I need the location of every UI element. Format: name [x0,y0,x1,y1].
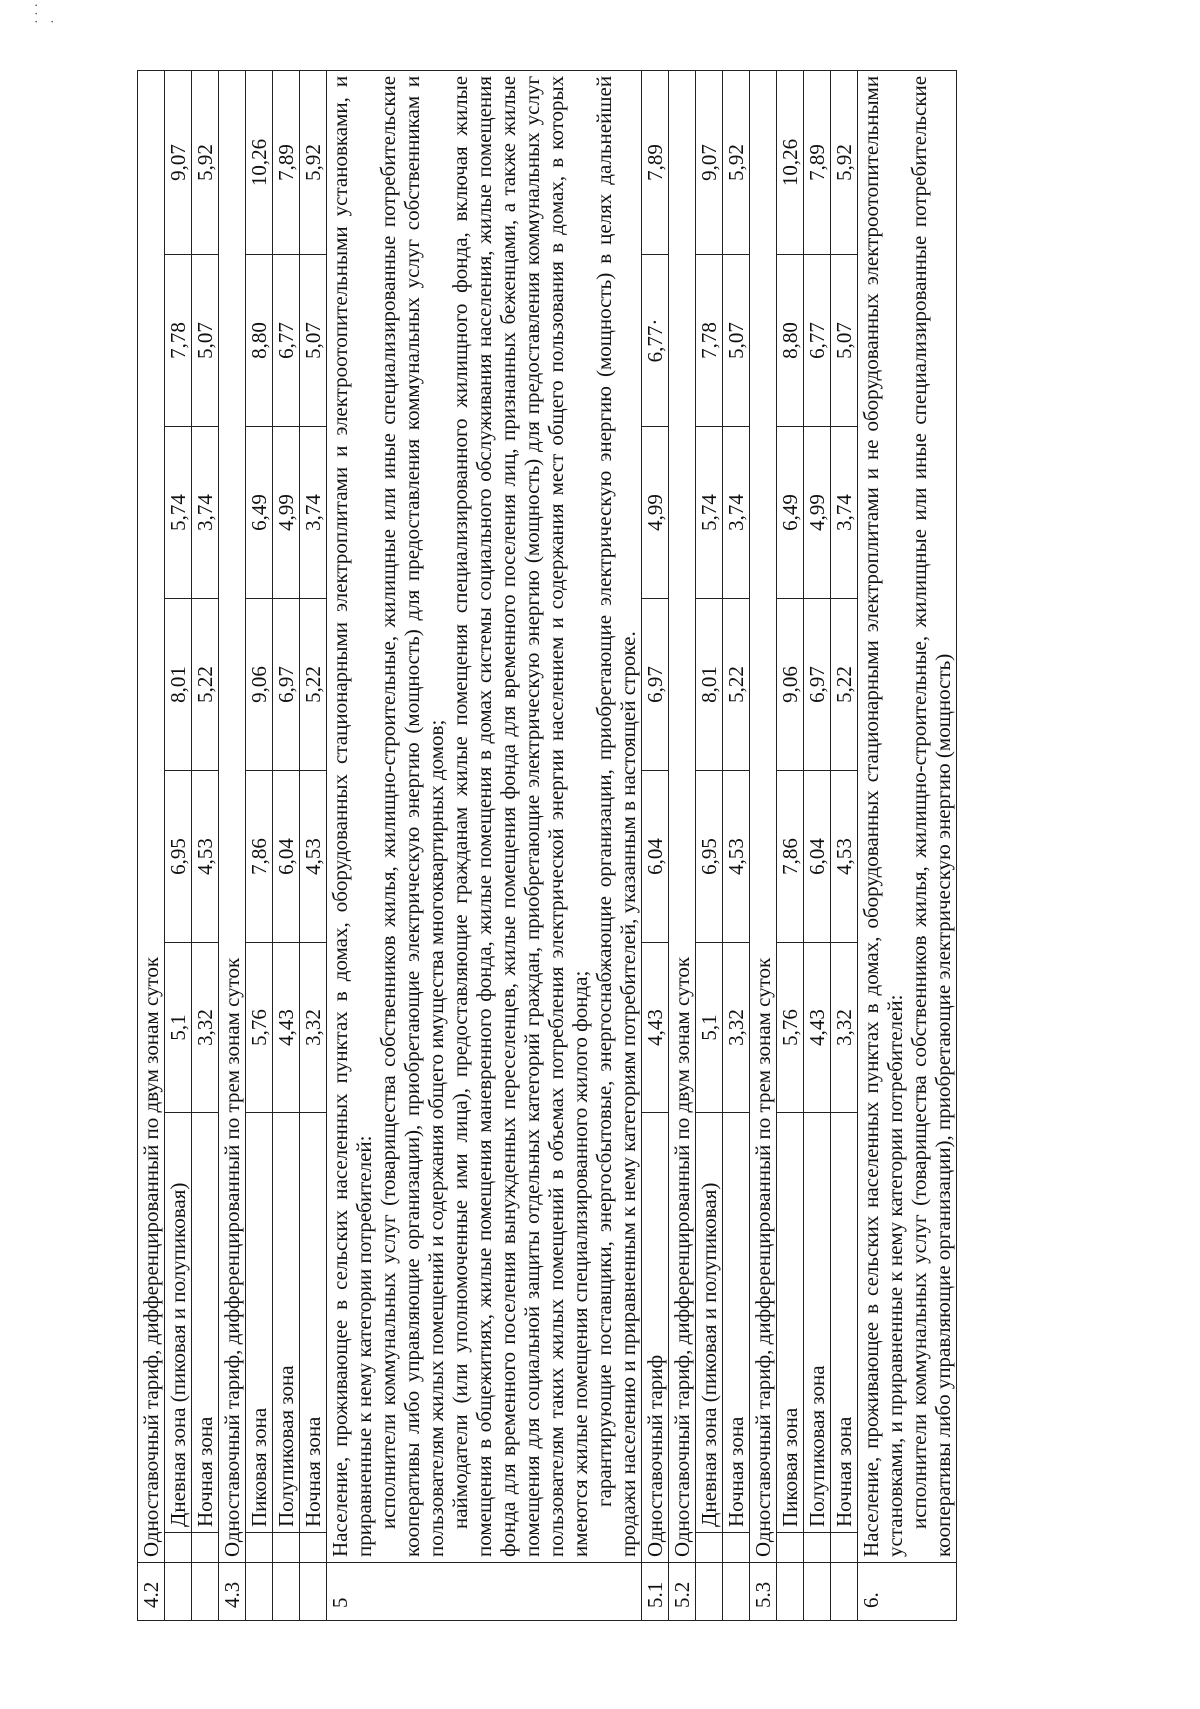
table-row [138,70,165,1620]
tariff-value: 5,74 [696,427,723,599]
tariff-value: 4,99 [273,427,300,599]
corner-mark: · · · · [30,3,61,24]
tariff-value: 8,80 [246,255,273,427]
table-row [327,70,642,1620]
tariff-value: 4,43 [273,943,300,1113]
description-paragraph: наймодатели (или уполномоченные ими лица), предоставляющие гражданам жилые помещения специализированного жилищного фонда, включая жилые помещения в общежитиях, жилые помещения маневренного фонда, жилые помещения в домах системы социального обслуживания населения, жилые помещения фонда для временного поселения вынужденных переселенцев, жилые помещения фонда для временного поселения лиц, признанных беженцами, а также жилые помещения для социальной защиты отдельных категорий граждан, приобретающие электрическую энергию (мощность) для предоставления коммунальных услуг пользователям таких жилых помещений в объемах потребления электрической энергии населением и содержания мест общего пользования в домах, в которых имеются жилые помещения специализированного жилого фонда; [448,75,592,1557]
row-number: 6. [858,1563,957,1621]
tariff-value: 8,01 [696,599,723,771]
tariff-value: 6,04 [273,771,300,943]
table-row [723,70,750,1620]
tariff-value: 6,97 [273,599,300,771]
row-number [696,1563,723,1621]
tariff-value: 7,86 [777,771,804,943]
row-label: Ночная зона [831,1113,858,1533]
tariff-value: 8,01 [165,599,192,771]
tariff-value: 9,06 [777,599,804,771]
tariff-value: 5,07 [192,255,219,427]
table-row [831,70,858,1620]
row-number: 5.1 [642,1563,669,1621]
tariff-table [137,70,957,1621]
description-paragraph: Население, проживающее в сельских населенных пунктах в домах, оборудованных стационарными электроплитами и электроотопительными установками, и приравненные к нему категории потребителей: [328,75,376,1557]
table-row [777,70,804,1620]
table-row [696,70,723,1620]
table-row [669,70,696,1620]
row-number [165,1563,192,1621]
tariff-value: 6,04 [804,771,831,943]
tariff-value: 9,07 [165,70,192,254]
tariff-value: 3,32 [192,943,219,1113]
tariff-value: 5,22 [300,599,327,771]
tariff-value: 6,49 [777,427,804,599]
tariff-value: 9,06 [246,599,273,771]
tariff-value: 5,07 [723,255,750,427]
tariff-value: 5,76 [777,943,804,1113]
tariff-value: 6,04 [642,771,669,943]
table-row [273,70,300,1620]
indent-cell [300,1533,327,1563]
row-number: 5.2 [669,1563,696,1621]
tariff-value: 4,53 [831,771,858,943]
table-row [300,70,327,1620]
tariff-value: 4,99 [642,427,669,599]
tariff-value: 6,49 [246,427,273,599]
section-title: Одноставочный тариф, дифференцированный по трем зонам суток [219,70,246,1562]
row-number [273,1563,300,1621]
tariff-value: 3,32 [831,943,858,1113]
tariff-value: 5,07 [831,255,858,427]
table-row [750,70,777,1620]
tariff-value: 4,43 [804,943,831,1113]
tariff-value: 4,53 [300,771,327,943]
row-number: 5.3 [750,1563,777,1621]
tariff-value: 5,92 [192,70,219,254]
tariff-value: 8,80 [777,255,804,427]
row-label: Пиковая зона [777,1113,804,1533]
tariff-value: 3,74 [723,427,750,599]
tariff-value: 7,89 [273,70,300,254]
row-number: 5 [327,1563,642,1621]
section-description [327,70,642,1562]
section-title: Одноставочный тариф, дифференцированный по двум зонам суток [138,70,165,1562]
tariff-value: 3,74 [831,427,858,599]
row-number [777,1563,804,1621]
description-paragraph: Население, проживающее в сельских населенных пунктах в домах, оборудованных стационарными электроплитами и не оборудованных электроотопительными установками, и приравненные к нему категории потребителей: [859,75,907,1557]
indent-cell [192,1533,219,1563]
tariff-value: 6,77 [804,255,831,427]
tariff-value: 10,26 [777,70,804,254]
description-paragraph: гарантирующие поставщики, энергосбытовые, энергоснабжающие организации, приобретающие электрическую энергию (мощность) в целях дальнейшей продажи населению и приравненным к нему категориям потребителей, указанным в настоящей строке. [592,75,640,1557]
tariff-value: 5,1 [696,943,723,1113]
table-row [192,70,219,1620]
tariff-table-body [138,70,957,1620]
indent-cell [723,1533,750,1563]
tariff-value: 4,53 [723,771,750,943]
table-row [858,70,957,1620]
row-label: Пиковая зона [246,1113,273,1533]
description-paragraph: исполнители коммунальных услуг (товарищества собственников жилья, жилищно-строительные, жилищные или иные специализированные потребительские кооперативы либо управляющие организации), приобретающие электрическую энергию (мощность) для предоставления коммунальных услуг собственникам и пользователям жилых помещений и содержания общего имущества многоквартирных домов; [376,75,448,1557]
tariff-value: 3,74 [300,427,327,599]
description-paragraph: исполнители коммунальных услуг (товарищества собственников жилья, жилищно-строительные, жилищные или иные специализированные потребительские кооперативы либо управляющие организации), приобретающие электрическую энергию (мощность) [907,75,955,1557]
tariff-value: 7,89 [804,70,831,254]
row-label: Ночная зона [192,1113,219,1533]
tariff-value: 5,74 [165,427,192,599]
tariff-value: 4,43 [642,943,669,1113]
tariff-value: 6,95 [696,771,723,943]
row-label: Дневная зона (пиковая и полупиковая) [165,1113,192,1533]
section-title: Одноставочный тариф, дифференцированный по трем зонам суток [750,70,777,1562]
tariff-value: 6,97 [804,599,831,771]
tariff-value: 6,77· [642,255,669,427]
table-row [165,70,192,1620]
tariff-value: 6,77 [273,255,300,427]
tariff-value: 5,1 [165,943,192,1113]
table-row [642,70,669,1620]
row-number [246,1563,273,1621]
tariff-value: 5,22 [192,599,219,771]
tariff-value: 7,89 [642,70,669,254]
tariff-value: 10,26 [246,70,273,254]
row-label: Ночная зона [300,1113,327,1533]
tariff-value: 5,07 [300,255,327,427]
indent-cell [165,1533,192,1563]
indent-cell [777,1533,804,1563]
tariff-value: 3,32 [300,943,327,1113]
row-label: Ночная зона [723,1113,750,1533]
tariff-table-container [137,71,957,1621]
tariff-value: 5,92 [300,70,327,254]
row-number: 4.2 [138,1563,165,1621]
tariff-value: 5,76 [246,943,273,1113]
row-label: Одноставочный тариф [642,1113,669,1563]
tariff-value: 7,78 [696,255,723,427]
table-row [219,70,246,1620]
row-number [804,1563,831,1621]
tariff-value: 5,92 [723,70,750,254]
row-label: Дневная зона (пиковая и полупиковая) [696,1113,723,1533]
indent-cell [246,1533,273,1563]
table-row [246,70,273,1620]
indent-cell [804,1533,831,1563]
tariff-value: 6,95 [165,771,192,943]
section-title: Одноставочный тариф, дифференцированный по двум зонам суток [669,70,696,1562]
tariff-value: 5,22 [723,599,750,771]
row-number [300,1563,327,1621]
row-number [723,1563,750,1621]
table-row [804,70,831,1620]
row-number: 4.3 [219,1563,246,1621]
indent-cell [831,1533,858,1563]
tariff-value: 7,86 [246,771,273,943]
tariff-value: 4,53 [192,771,219,943]
row-number [831,1563,858,1621]
tariff-value: 9,07 [696,70,723,254]
indent-cell [696,1533,723,1563]
tariff-value: 5,22 [831,599,858,771]
tariff-value: 3,74 [192,427,219,599]
indent-cell [273,1533,300,1563]
row-label: Полупиковая зона [804,1113,831,1533]
tariff-value: 7,78 [165,255,192,427]
row-label: Полупиковая зона [273,1113,300,1533]
tariff-value: 5,92 [831,70,858,254]
section-description [858,70,957,1562]
row-number [192,1563,219,1621]
tariff-value: 6,97 [642,599,669,771]
tariff-value: 3,32 [723,943,750,1113]
tariff-value: 4,99 [804,427,831,599]
